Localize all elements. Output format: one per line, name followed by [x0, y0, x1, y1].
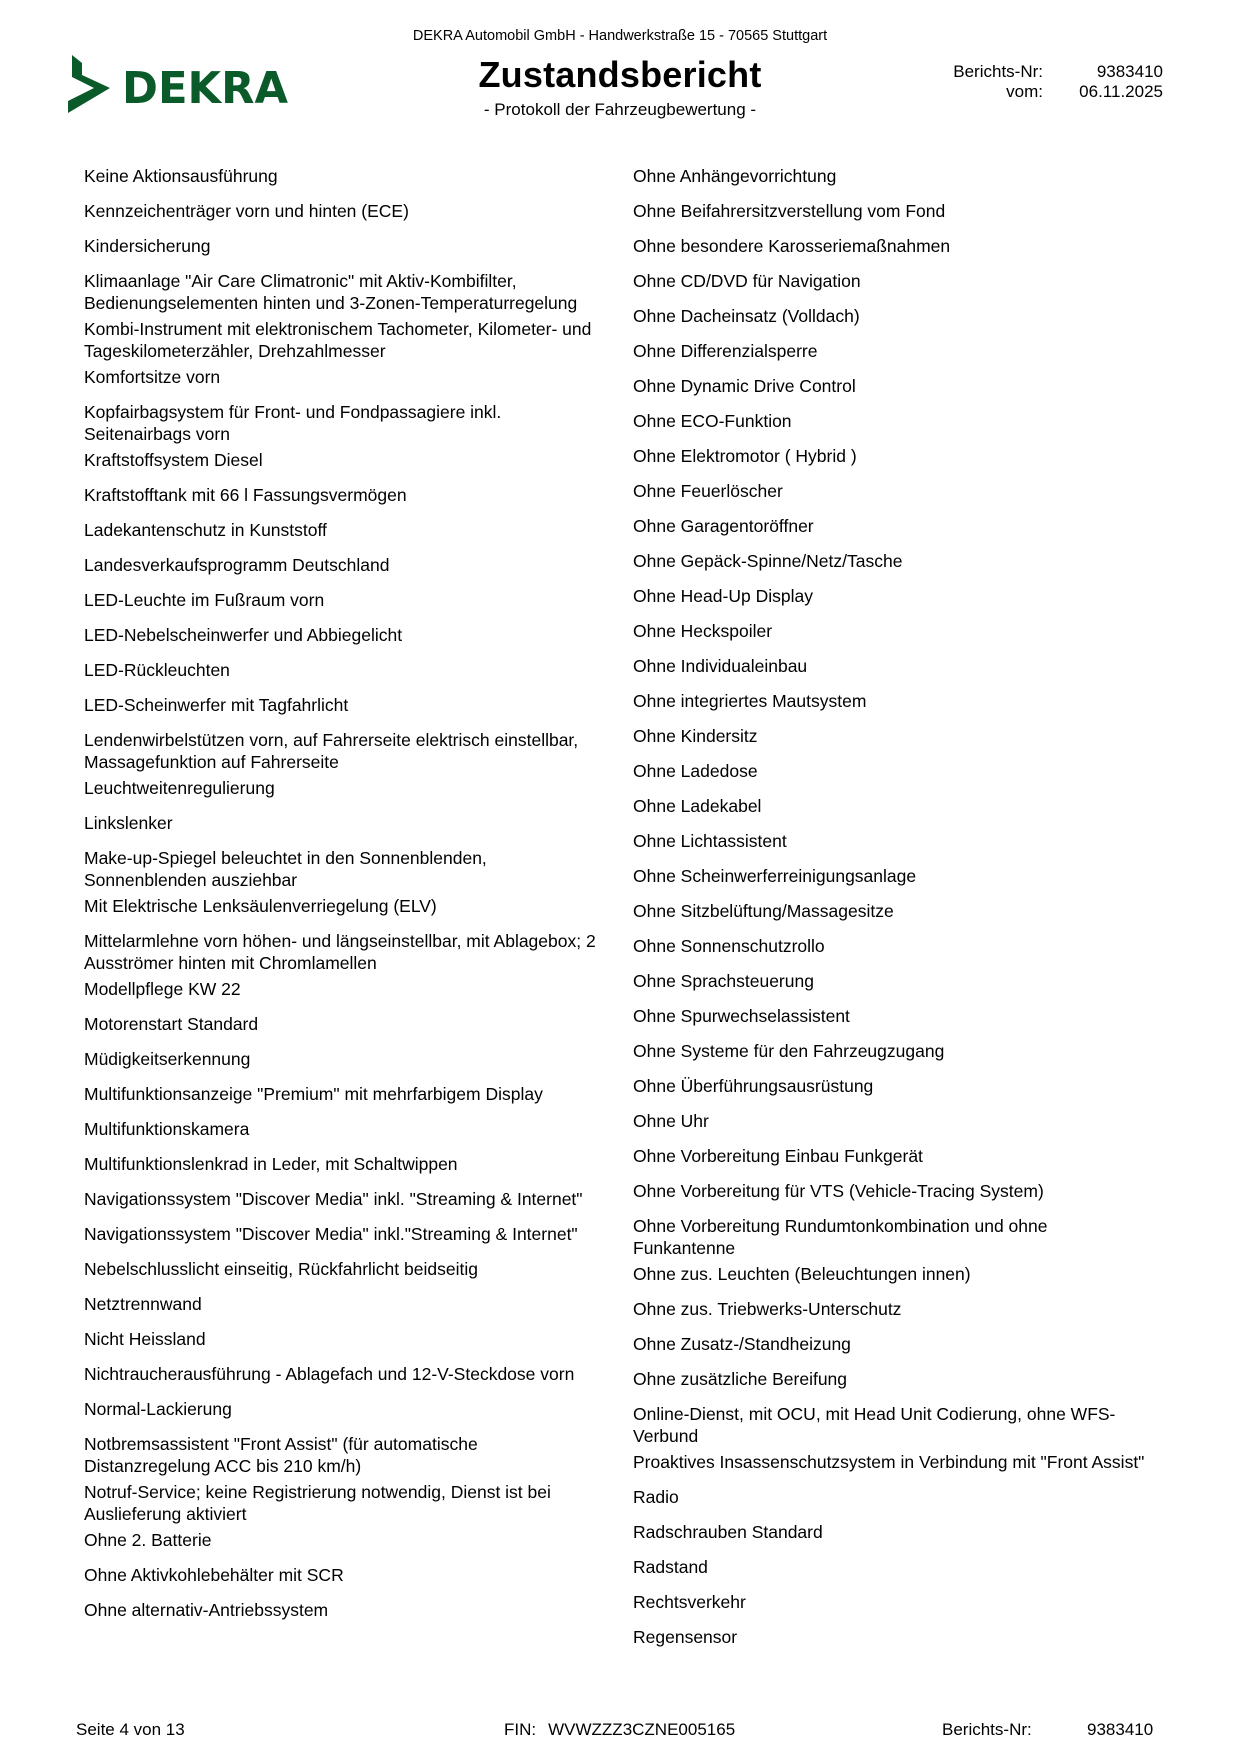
- equipment-item: Komfortsitze vorn: [84, 367, 221, 387]
- equipment-item: Radschrauben Standard: [633, 1522, 823, 1542]
- equipment-item: Ohne zus. Leuchten (Beleuchtungen innen): [633, 1264, 971, 1284]
- equipment-item: Netztrennwand: [84, 1294, 202, 1314]
- equipment-item: Ladekantenschutz in Kunststoff: [84, 520, 327, 540]
- equipment-item: Proaktives Insassenschutzsystem in Verbindung mit "Front Assist": [633, 1452, 1145, 1472]
- report-number-label: Berichts-Nr:: [953, 62, 1043, 81]
- equipment-item: Nebelschlusslicht einseitig, Rückfahrlicht beidseitig: [84, 1259, 478, 1279]
- equipment-item: Ohne Elektromotor ( Hybrid ): [633, 446, 857, 466]
- equipment-item: Ohne Feuerlöscher: [633, 481, 783, 501]
- equipment-item: Modellpflege KW 22: [84, 979, 241, 999]
- equipment-item: LED-Rückleuchten: [84, 660, 230, 680]
- equipment-item: Kraftstoffsystem Diesel: [84, 450, 263, 470]
- equipment-item: Ohne Vorbereitung Rundumtonkombination und ohne Funkantenne: [633, 1216, 1048, 1258]
- equipment-list-left: [84, 166, 604, 1635]
- equipment-item: Ohne 2. Batterie: [84, 1530, 212, 1550]
- equipment-item: Kindersicherung: [84, 236, 211, 256]
- report-date-label: vom:: [1006, 82, 1043, 101]
- footer-report-number: [942, 1720, 1153, 1740]
- equipment-item: Multifunktionsanzeige "Premium" mit mehrfarbigem Display: [84, 1084, 543, 1104]
- equipment-item: Normal-Lackierung: [84, 1399, 232, 1419]
- equipment-item: Ohne Ladedose: [633, 761, 758, 781]
- equipment-item: Ohne integriertes Mautsystem: [633, 691, 867, 711]
- equipment-item: Ohne Individualeinbau: [633, 656, 808, 676]
- report-meta: [900, 62, 1163, 102]
- footer-report-number-value: 9383410: [1087, 1720, 1154, 1739]
- equipment-item: Kombi-Instrument mit elektronischem Tachometer, Kilometer- und Tageskilometerzähler, Drehzahlmesser: [84, 319, 592, 361]
- equipment-item: Müdigkeitserkennung: [84, 1049, 251, 1069]
- equipment-item: Ohne Differenzialsperre: [633, 341, 818, 361]
- equipment-item: Make-up-Spiegel beleuchtet in den Sonnenblenden, Sonnenblenden ausziehbar: [84, 848, 487, 890]
- equipment-item: Landesverkaufsprogramm Deutschland: [84, 555, 390, 575]
- equipment-item: Ohne Scheinwerferreinigungsanlage: [633, 866, 917, 886]
- equipment-list-right: [633, 166, 1153, 1662]
- equipment-item: Ohne alternativ-Antriebssystem: [84, 1600, 329, 1620]
- footer-report-number-label: Berichts-Nr:: [942, 1720, 1032, 1739]
- equipment-item: Kopfairbagsystem für Front- und Fondpassagiere inkl. Seitenairbags vorn: [84, 402, 502, 444]
- equipment-item: Linkslenker: [84, 813, 173, 833]
- equipment-item: Ohne CD/DVD für Navigation: [633, 271, 861, 291]
- equipment-item: Radio: [633, 1487, 679, 1507]
- equipment-item: Kennzeichenträger vorn und hinten (ECE): [84, 201, 409, 221]
- equipment-item: Ohne Dynamic Drive Control: [633, 376, 856, 396]
- equipment-item: Ohne Beifahrersitzverstellung vom Fond: [633, 201, 946, 221]
- equipment-item: Multifunktionslenkrad in Leder, mit Schaltwippen: [84, 1154, 458, 1174]
- equipment-item: Ohne Head-Up Display: [633, 586, 813, 606]
- equipment-item: Ohne Heckspoiler: [633, 621, 773, 641]
- equipment-item: Ohne zusätzliche Bereifung: [633, 1369, 848, 1389]
- equipment-item: Ohne Aktivkohlebehälter mit SCR: [84, 1565, 344, 1585]
- equipment-item: Klimaanlage "Air Care Climatronic" mit Aktiv-Kombifilter, Bedienungselementen hinten und 3-Zonen-Temperaturregelung: [84, 271, 578, 313]
- equipment-item: Ohne Gepäck-Spinne/Netz/Tasche: [633, 551, 903, 571]
- equipment-item: Ohne Sitzbelüftung/Massagesitze: [633, 901, 894, 921]
- fin-value: WVWZZZ3CZNE005165: [548, 1720, 736, 1739]
- equipment-item: Mit Elektrische Lenksäulenverriegelung (ELV): [84, 896, 437, 916]
- equipment-item: LED-Nebelscheinwerfer und Abbiegelicht: [84, 625, 403, 645]
- equipment-item: Ohne Uhr: [633, 1111, 709, 1131]
- equipment-item: Ohne Garagentoröffner: [633, 516, 814, 536]
- equipment-item: Regensensor: [633, 1627, 738, 1647]
- equipment-item: Ohne besondere Karosseriemaßnahmen: [633, 236, 951, 256]
- equipment-item: Rechtsverkehr: [633, 1592, 746, 1612]
- equipment-item: Ohne Zusatz-/Standheizung: [633, 1334, 851, 1354]
- equipment-item: Ohne Dacheinsatz (Volldach): [633, 306, 860, 326]
- report-date: 06.11.2025: [1079, 82, 1163, 101]
- page-title: Zustandsbericht: [478, 54, 762, 95]
- page-number: Seite 4 von 13: [76, 1720, 185, 1739]
- equipment-item: Ohne Spurwechselassistent: [633, 1006, 850, 1026]
- equipment-item: Ohne zus. Triebwerks-Unterschutz: [633, 1299, 902, 1319]
- equipment-item: Notbremsassistent "Front Assist" (für automatische Distanzregelung ACC bis 210 km/h): [84, 1434, 478, 1476]
- page-subtitle: - Protokoll der Fahrzeugbewertung -: [483, 100, 757, 119]
- equipment-item: Ohne Sprachsteuerung: [633, 971, 814, 991]
- equipment-item: Ohne Überführungsausrüstung: [633, 1076, 874, 1096]
- equipment-item: LED-Leuchte im Fußraum vorn: [84, 590, 325, 610]
- dekra-logo-icon: [68, 55, 290, 117]
- equipment-item: Ohne Ladekabel: [633, 796, 762, 816]
- svg-text:DEKRA: DEKRA: [122, 63, 288, 114]
- equipment-item: Ohne Kindersitz: [633, 726, 758, 746]
- company-address: DEKRA Automobil GmbH - Handwerkstraße 15 - 70565 Stuttgart: [412, 28, 828, 44]
- equipment-item: Lendenwirbelstützen vorn, auf Fahrerseite elektrisch einstellbar, Massagefunktion auf Fahrerseite: [84, 730, 579, 772]
- equipment-item: LED-Scheinwerfer mit Tagfahrlicht: [84, 695, 349, 715]
- dekra-logo: [68, 55, 290, 117]
- equipment-item: Ohne ECO-Funktion: [633, 411, 792, 431]
- equipment-item: Mittelarmlehne vorn höhen- und längseinstellbar, mit Ablagebox; 2 Ausströmer hinten mit Chromlamellen: [84, 931, 596, 973]
- equipment-item: Radstand: [633, 1557, 708, 1577]
- equipment-item: Keine Aktionsausführung: [84, 166, 278, 186]
- equipment-item: Motorenstart Standard: [84, 1014, 259, 1034]
- equipment-item: Nichtraucherausführung - Ablagefach und 12-V-Steckdose vorn: [84, 1364, 575, 1384]
- equipment-item: Kraftstofftank mit 66 l Fassungsvermögen: [84, 485, 407, 505]
- equipment-item: Ohne Lichtassistent: [633, 831, 787, 851]
- equipment-item: Ohne Systeme für den Fahrzeugzugang: [633, 1041, 945, 1061]
- equipment-item: Navigationssystem "Discover Media" inkl."Streaming & Internet": [84, 1224, 578, 1244]
- equipment-item: Navigationssystem "Discover Media" inkl. "Streaming & Internet": [84, 1189, 583, 1209]
- equipment-item: Multifunktionskamera: [84, 1119, 250, 1139]
- equipment-item: Online-Dienst, mit OCU, mit Head Unit Codierung, ohne WFS-Verbund: [633, 1404, 1116, 1446]
- equipment-item: Notruf-Service; keine Registrierung notwendig, Dienst ist bei Auslieferung aktiviert: [84, 1482, 551, 1524]
- fin-info: [504, 1720, 735, 1740]
- equipment-item: Ohne Sonnenschutzrollo: [633, 936, 825, 956]
- fin-label: FIN:: [504, 1720, 537, 1739]
- equipment-item: Ohne Vorbereitung für VTS (Vehicle-Tracing System): [633, 1181, 1044, 1201]
- equipment-item: Leuchtweitenregulierung: [84, 778, 275, 798]
- equipment-item: Nicht Heissland: [84, 1329, 206, 1349]
- report-number: 9383410: [1096, 62, 1163, 81]
- equipment-item: Ohne Anhängevorrichtung: [633, 166, 837, 186]
- equipment-item: Ohne Vorbereitung Einbau Funkgerät: [633, 1146, 923, 1166]
